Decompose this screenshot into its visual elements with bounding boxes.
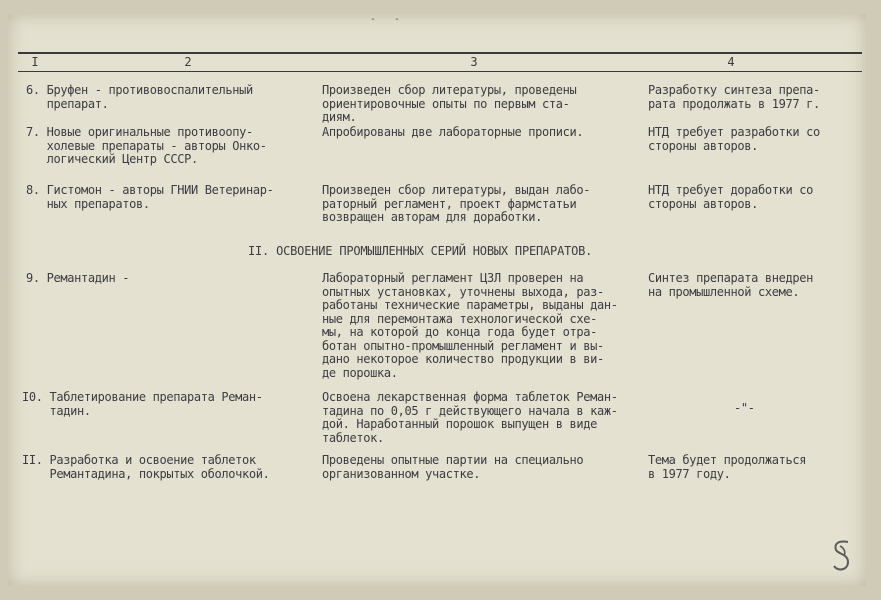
handwritten-page-number-mark bbox=[828, 536, 854, 576]
column-header-1: I bbox=[31, 55, 39, 69]
row-10-work-done: Освоена лекарственная форма таблеток Реман- тадина по 0,05 г действующего начала в каж- дой. Наработанный порошок выпущен в виде таблеток. bbox=[322, 390, 618, 445]
row-8-item: 8. Гистомон - авторы ГНИИ Ветеринар- ных препаратов. bbox=[26, 183, 274, 211]
row-11-work-done: Проведены опытные партии на специально организованном участке. bbox=[322, 453, 584, 481]
row-9-item: 9. Ремантадин - bbox=[26, 271, 130, 285]
header-bottom-rule bbox=[18, 71, 862, 72]
top-page-mark: - - bbox=[369, 14, 407, 25]
row-11-note: Тема будет продолжаться в 1977 году. bbox=[648, 453, 807, 481]
column-header-2: 2 bbox=[184, 55, 192, 69]
row-9-work-done: Лабораторный регламент ЦЗЛ проверен на опытных установках, уточнены выхода, раз- работаны технические параметры, выданы дан- ные для перемонтажа технологической схе- мы, на которой до конца года будет отра- ботан опытно-промышленный регламент и вы- дано некоторое количество продукции в ви- де порошка. bbox=[322, 271, 618, 380]
row-8-work-done: Произведен сбор литературы, выдан лабо- раторный регламент, проект фармстатьи возвращен авторам для доработки. bbox=[322, 183, 591, 224]
document-sheet bbox=[8, 14, 866, 586]
row-9-note: Синтез препарата внедрен на промышленной схеме. bbox=[648, 271, 813, 299]
row-6-item: 6. Бруфен - противовоспалительный препарат. bbox=[26, 83, 253, 111]
row-7-item: 7. Новые оригинальные противоопу- холевые препараты - авторы Онко- логический Центр СССР. bbox=[26, 125, 267, 166]
row-8-note: НТД требует доработки со стороны авторов. bbox=[648, 183, 813, 211]
row-7-work-done: Апробированы две лабораторные прописи. bbox=[322, 125, 584, 139]
row-6-note: Разработку синтеза препа- рата продолжать в 1977 г. bbox=[648, 83, 820, 111]
row-10-item: I0. Таблетирование препарата Реман- тадин. bbox=[22, 390, 263, 418]
column-header-3: 3 bbox=[470, 55, 478, 69]
row-10-note: -"- bbox=[734, 401, 755, 415]
row-6-work-done: Произведен сбор литературы, проведены ориентировочные опыты по первым ста- диям. bbox=[322, 83, 577, 124]
row-7-note: НТД требует разработки со стороны авторов. bbox=[648, 125, 820, 153]
column-header-4: 4 bbox=[727, 55, 735, 69]
row-11-item: II. Разработка и освоение таблеток Ремантадина, покрытых оболочкой. bbox=[22, 453, 270, 481]
header-top-rule bbox=[18, 52, 862, 54]
section-heading: II. ОСВОЕНИЕ ПРОМЫШЛЕННЫХ СЕРИЙ НОВЫХ ПРЕПАРАТОВ. bbox=[248, 244, 593, 258]
